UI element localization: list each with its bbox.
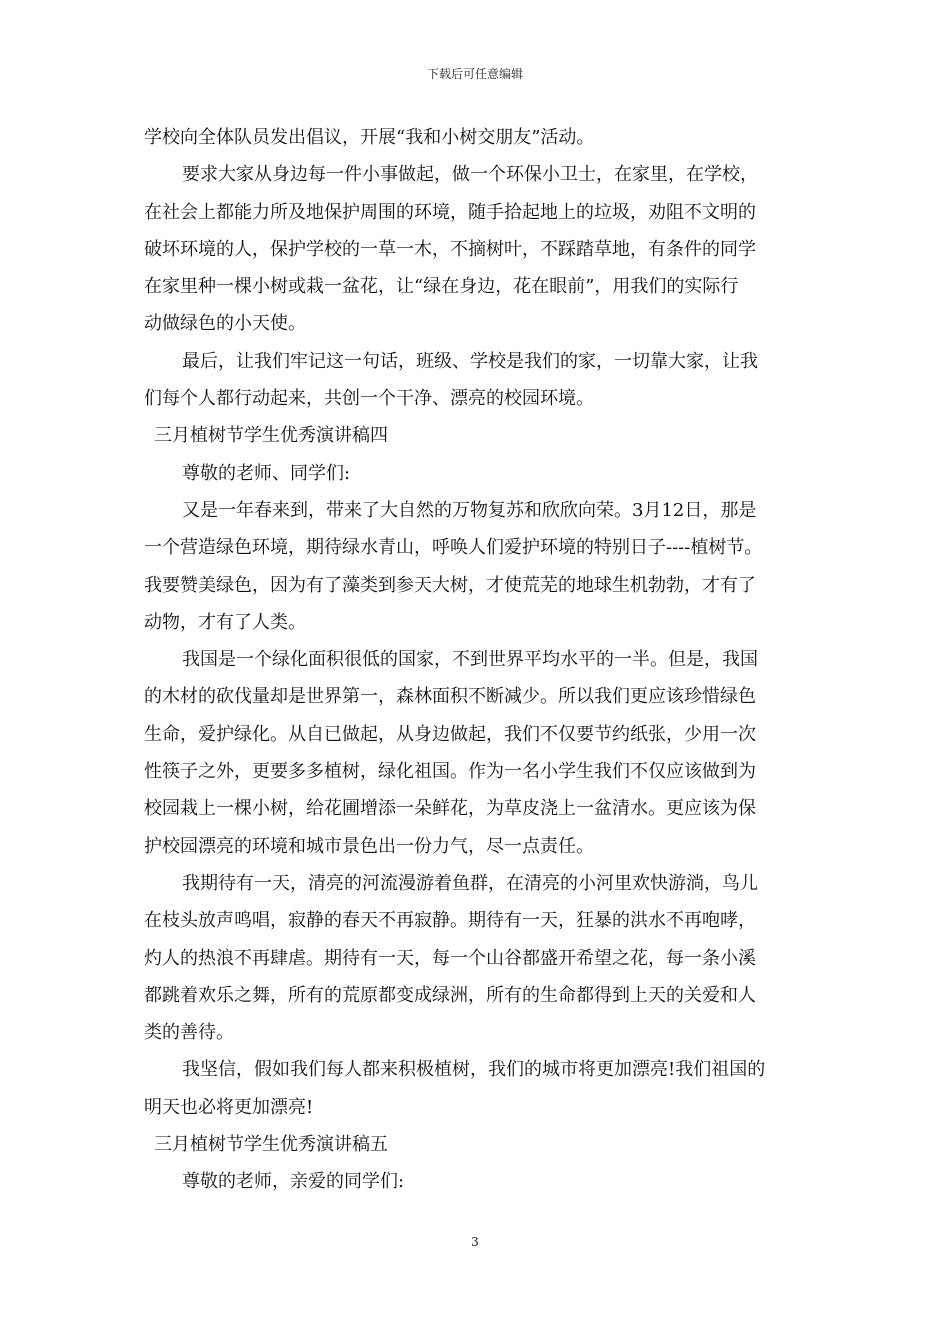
text-line: 的木材的砍伐量却是世界第一，森林面积不断减少。所以我们更应该珍惜绿色 [144, 686, 756, 708]
text-line: 动做绿色的小天使。 [144, 313, 306, 335]
paragraph-start: 我坚信，假如我们每人都来积极植树，我们的城市将更加漂亮!我们祖国的 [182, 1059, 766, 1081]
paragraph-start: 最后，让我们牢记这一句话，班级、学校是我们的家，一切靠大家，让我 [182, 350, 758, 372]
document-body [144, 119, 812, 1201]
text-line: 破坏环境的人，保护学校的一草一木，不摘树叶，不踩踏草地，有条件的同学 [144, 238, 756, 260]
text-line: 学校向全体队员发出倡议，开展“我和小树交朋友”活动。 [144, 127, 595, 148]
text-line: 在社会上都能力所及地保护周围的环境，随手拾起地上的垃圾，劝阻不文明的 [144, 201, 756, 223]
text-line: 明天也必将更加漂亮! [144, 1096, 314, 1118]
text-line: 护校园漂亮的环境和城市景色出一份力气，尽一点责任。 [144, 835, 594, 857]
text-line: 在枝头放声鸣唱，寂静的春天不再寂静。期待有一天，狂暴的洪水不再咆哮， [144, 910, 756, 932]
paragraph-start: 我期待有一天，清亮的河流漫游着鱼群，在清亮的小河里欢快游淌，鸟儿 [182, 872, 758, 894]
text-line: 都跳着欢乐之舞，所有的荒原都变成绿洲，所有的生命都得到上天的关爱和人 [144, 984, 756, 1006]
paragraph-start: 要求大家从身边每一件小事做起，做一个环保小卫士，在家里，在学校， [182, 164, 758, 186]
page-header: 下载后可任意编辑 [426, 67, 523, 81]
text-line: 在家里种一棵小树或栽一盆花，让“绿在身边，花在眼前”，用我们的实际行 [144, 276, 739, 298]
text-line: 一个营造绿色环境，期待绿水青山，呼唤人们爱护环境的特别日子----植树节。 [144, 537, 763, 559]
paragraph-start: 又是一年春来到，带来了大自然的万物复苏和欣欣向荣。3月12日，那是 [182, 499, 757, 521]
salutation: 尊敬的老师，亲爱的同学们: [182, 1171, 405, 1193]
text-line: 生命，爱护绿化。从自已做起，从身边做起，我们不仅要节约纸张，少用一次 [144, 723, 756, 745]
text-line: 灼人的热浪不再肆虐。期待有一天，每一个山谷都盛开希望之花，每一条小溪 [144, 947, 756, 969]
salutation: 尊敬的老师、同学们: [182, 462, 351, 484]
section-heading: 三月植树节学生优秀演讲稿五 [154, 1134, 388, 1156]
section-heading: 三月植树节学生优秀演讲稿四 [154, 425, 388, 447]
text-line: 们每个人都行动起来，共创一个干净、漂亮的校园环境。 [144, 388, 594, 410]
text-line: 校园栽上一棵小树，给花圃增添一朵鲜花，为草皮浇上一盆清水。更应该为保 [144, 798, 756, 820]
text-line: 我要赞美绿色，因为有了藻类到参天大树，才使荒芜的地球生机勃勃，才有了 [144, 574, 756, 596]
text-line: 类的善待。 [144, 1022, 234, 1044]
text-line: 动物，才有了人类。 [144, 611, 306, 633]
page-number: 3 [471, 1235, 479, 1249]
text-line: 性筷子之外，更要多多植树，绿化祖国。作为一名小学生我们不仅应该做到为 [144, 761, 756, 783]
paragraph-start: 我国是一个绿化面积很低的国家，不到世界平均水平的一半。但是，我国 [182, 649, 758, 671]
